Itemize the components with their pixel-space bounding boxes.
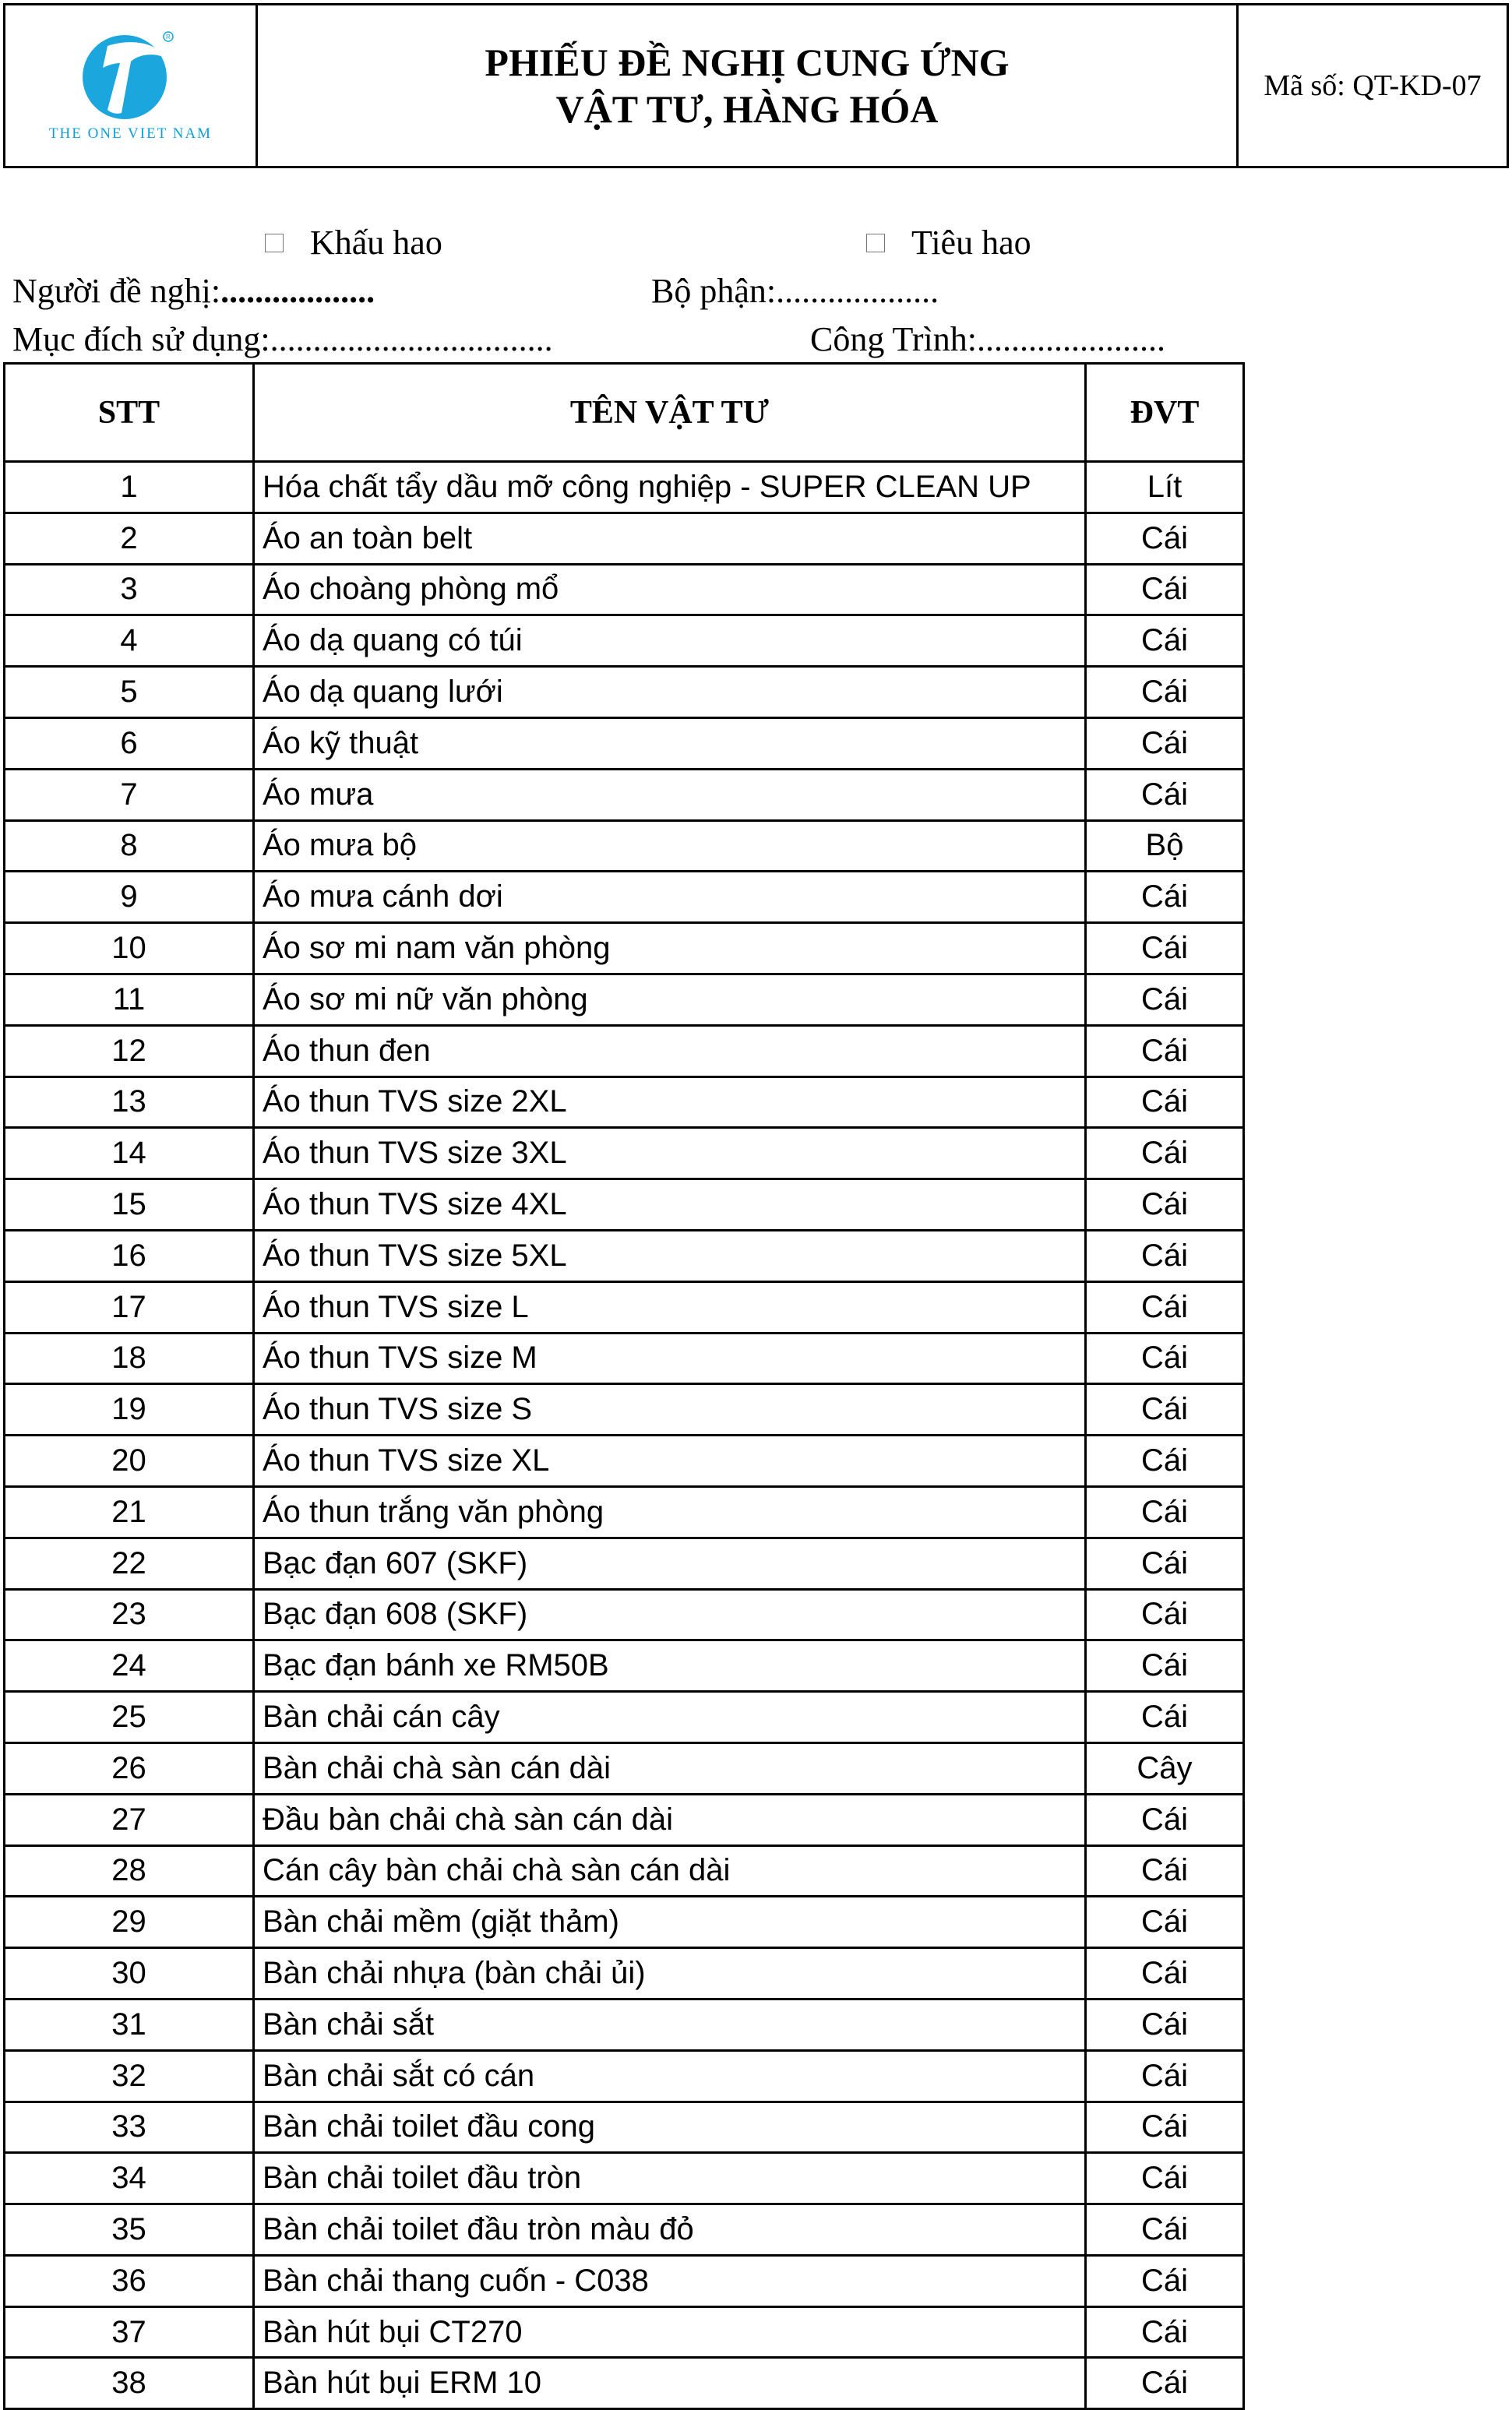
table-row (5, 2358, 1244, 2409)
row-item-name: Bàn chải thang cuốn - C038 (254, 2255, 1086, 2306)
row-unit: Lít (1086, 462, 1244, 513)
table-row (5, 2050, 1244, 2102)
row-stt: 18 (5, 1333, 254, 1384)
table-row (5, 1640, 1244, 1692)
table-row (5, 1999, 1244, 2050)
table-row (5, 1333, 1244, 1384)
row-item-name: Đầu bàn chải chà sàn cán dài (254, 1794, 1086, 1845)
table-row (5, 1025, 1244, 1076)
table-row (5, 615, 1244, 667)
row-item-name: Áo choàng phòng mổ (254, 564, 1086, 615)
requester-field (12, 274, 375, 308)
table-row (5, 1948, 1244, 2000)
requester-value[interactable]: .................. (220, 272, 375, 310)
row-unit: Cái (1086, 2204, 1244, 2256)
row-unit: Cái (1086, 1436, 1244, 1487)
row-stt: 35 (5, 2204, 254, 2256)
row-item-name: Bàn chải cán cây (254, 1692, 1086, 1743)
row-item-name: Áo sơ mi nam văn phòng (254, 923, 1086, 974)
table-row (5, 1436, 1244, 1487)
row-unit: Cái (1086, 1692, 1244, 1743)
row-stt: 5 (5, 667, 254, 718)
table-row (5, 2306, 1244, 2358)
table-row (5, 1076, 1244, 1128)
row-unit: Cái (1086, 1845, 1244, 1897)
option-consumption[interactable] (866, 226, 1031, 260)
row-item-name: Bàn chải sắt có cán (254, 2050, 1086, 2102)
row-item-name: Hóa chất tẩy dầu mỡ công nghiệp - SUPER CLEAN UP (254, 462, 1086, 513)
row-item-name: Bàn chải toilet đầu tròn (254, 2153, 1086, 2204)
row-unit: Cái (1086, 1179, 1244, 1231)
row-item-name: Áo kỹ thuật (254, 717, 1086, 769)
row-item-name: Áo thun trắng văn phòng (254, 1486, 1086, 1538)
row-unit: Cái (1086, 1999, 1244, 2050)
table-row (5, 1486, 1244, 1538)
row-unit: Cái (1086, 2050, 1244, 2102)
table-row (5, 769, 1244, 820)
row-unit: Cái (1086, 1897, 1244, 1948)
table-row (5, 1897, 1244, 1948)
row-stt: 23 (5, 1589, 254, 1640)
row-item-name: Áo thun TVS size 3XL (254, 1128, 1086, 1179)
row-stt: 31 (5, 1999, 254, 2050)
row-unit: Cái (1086, 1076, 1244, 1128)
row-unit: Cái (1086, 872, 1244, 923)
row-stt: 24 (5, 1640, 254, 1692)
row-item-name: Bàn chải chà sàn cán dài (254, 1742, 1086, 1794)
header-unit: ĐVT (1086, 364, 1244, 462)
row-item-name: Bàn chải toilet đầu tròn màu đỏ (254, 2204, 1086, 2256)
row-item-name: Áo thun TVS size 2XL (254, 1076, 1086, 1128)
row-unit: Bộ (1086, 820, 1244, 872)
document-header (3, 3, 1509, 168)
row-item-name: Bàn chải nhựa (bàn chải ủi) (254, 1948, 1086, 2000)
table-row (5, 1589, 1244, 1640)
table-header-row (5, 364, 1244, 462)
row-stt: 2 (5, 513, 254, 564)
document-code: Mã số: QT-KD-07 (1264, 69, 1482, 102)
row-unit: Cái (1086, 1384, 1244, 1436)
row-item-name: Áo thun TVS size 4XL (254, 1179, 1086, 1231)
consumption-label: Tiêu hao (911, 224, 1031, 262)
row-stt: 36 (5, 2255, 254, 2306)
row-unit: Cái (1086, 974, 1244, 1025)
row-stt: 8 (5, 820, 254, 872)
row-unit: Cái (1086, 513, 1244, 564)
row-stt: 21 (5, 1486, 254, 1538)
row-unit: Cái (1086, 1640, 1244, 1692)
table-row (5, 717, 1244, 769)
table-row (5, 1742, 1244, 1794)
row-stt: 25 (5, 1692, 254, 1743)
row-stt: 26 (5, 1742, 254, 1794)
row-item-name: Áo thun đen (254, 1025, 1086, 1076)
row-stt: 28 (5, 1845, 254, 1897)
row-unit: Cái (1086, 1230, 1244, 1281)
table-row (5, 1794, 1244, 1845)
table-row (5, 2204, 1244, 2256)
table-row (5, 1128, 1244, 1179)
row-unit: Cái (1086, 1948, 1244, 2000)
row-stt: 10 (5, 923, 254, 974)
row-unit: Cái (1086, 1538, 1244, 1589)
row-item-name: Bàn hút bụi ERM 10 (254, 2358, 1086, 2409)
table-row (5, 2153, 1244, 2204)
row-stt: 20 (5, 1436, 254, 1487)
row-unit: Cái (1086, 2153, 1244, 2204)
row-stt: 29 (5, 1897, 254, 1948)
row-item-name: Bạc đạn 607 (SKF) (254, 1538, 1086, 1589)
row-unit: Cái (1086, 923, 1244, 974)
row-stt: 22 (5, 1538, 254, 1589)
row-item-name: Áo thun TVS size S (254, 1384, 1086, 1436)
row-stt: 9 (5, 872, 254, 923)
row-unit: Cái (1086, 769, 1244, 820)
row-stt: 34 (5, 2153, 254, 2204)
row-item-name: Áo mưa bộ (254, 820, 1086, 872)
table-row (5, 462, 1244, 513)
title-line-2: VẬT TƯ, HÀNG HÓA (555, 87, 939, 131)
row-unit: Cái (1086, 1486, 1244, 1538)
row-item-name: Áo mưa cánh dơi (254, 872, 1086, 923)
project-field[interactable]: Công Trình:...................... (810, 320, 1165, 358)
row-unit: Cái (1086, 1128, 1244, 1179)
depreciation-label: Khấu hao (310, 224, 442, 262)
table-row (5, 872, 1244, 923)
row-stt: 16 (5, 1230, 254, 1281)
row-stt: 13 (5, 1076, 254, 1128)
table-row (5, 1538, 1244, 1589)
supply-table (3, 362, 1245, 2410)
row-stt: 7 (5, 769, 254, 820)
row-item-name: Áo thun TVS size XL (254, 1436, 1086, 1487)
row-unit: Cái (1086, 2306, 1244, 2358)
table-row (5, 820, 1244, 872)
row-stt: 27 (5, 1794, 254, 1845)
requester-label: Người đề nghị: (12, 272, 221, 310)
table-row (5, 2255, 1244, 2306)
row-unit: Cây (1086, 1742, 1244, 1794)
row-stt: 11 (5, 974, 254, 1025)
header-stt: STT (5, 364, 254, 462)
row-unit: Cái (1086, 564, 1244, 615)
row-item-name: Bàn chải toilet đầu cong (254, 2102, 1086, 2153)
table-row (5, 1230, 1244, 1281)
table-row (5, 2102, 1244, 2153)
row-stt: 12 (5, 1025, 254, 1076)
svg-text:R: R (165, 33, 171, 41)
table-row (5, 1384, 1244, 1436)
row-unit: Cái (1086, 717, 1244, 769)
logo-text: THE ONE VIET NAM (48, 125, 213, 142)
row-stt: 14 (5, 1128, 254, 1179)
row-item-name: Bạc đạn 608 (SKF) (254, 1589, 1086, 1640)
row-stt: 4 (5, 615, 254, 667)
row-item-name: Áo dạ quang lưới (254, 667, 1086, 718)
row-item-name: Bàn chải sắt (254, 1999, 1086, 2050)
row-item-name: Áo thun TVS size 5XL (254, 1230, 1086, 1281)
table-row (5, 564, 1244, 615)
row-item-name: Bàn chải mềm (giặt thảm) (254, 1897, 1086, 1948)
department-field[interactable]: Bộ phận:................... (651, 272, 939, 310)
option-depreciation[interactable] (265, 226, 442, 260)
row-unit: Cái (1086, 2102, 1244, 2153)
row-item-name: Áo thun TVS size L (254, 1281, 1086, 1333)
title-line-1: PHIẾU ĐỀ NGHỊ CUNG ỨNG (485, 41, 1010, 84)
row-item-name: Bạc đạn bánh xe RM50B (254, 1640, 1086, 1692)
company-logo-icon (76, 29, 185, 122)
row-item-name: Bàn hút bụi CT270 (254, 2306, 1086, 2358)
row-item-name: Áo sơ mi nữ văn phòng (254, 974, 1086, 1025)
consumption-checkbox[interactable] (866, 234, 885, 252)
header-item-name: TÊN VẬT TƯ (254, 364, 1086, 462)
row-item-name: Cán cây bàn chải chà sàn cán dài (254, 1845, 1086, 1897)
row-unit: Cái (1086, 1333, 1244, 1384)
row-unit: Cái (1086, 1025, 1244, 1076)
row-stt: 37 (5, 2306, 254, 2358)
row-unit: Cái (1086, 1794, 1244, 1845)
row-item-name: Áo dạ quang có túi (254, 615, 1086, 667)
row-item-name: Áo thun TVS size M (254, 1333, 1086, 1384)
row-stt: 33 (5, 2102, 254, 2153)
document-title (258, 5, 1239, 166)
row-stt: 17 (5, 1281, 254, 1333)
table-row (5, 923, 1244, 974)
purpose-field[interactable]: Mục đích sử dụng:................................. (12, 320, 553, 358)
row-item-name: Áo an toàn belt (254, 513, 1086, 564)
row-stt: 1 (5, 462, 254, 513)
table-row (5, 1179, 1244, 1231)
table-row (5, 1845, 1244, 1897)
row-unit: Cái (1086, 1589, 1244, 1640)
row-stt: 6 (5, 717, 254, 769)
row-unit: Cái (1086, 1281, 1244, 1333)
table-row (5, 974, 1244, 1025)
row-unit: Cái (1086, 2255, 1244, 2306)
row-stt: 32 (5, 2050, 254, 2102)
table-row (5, 1692, 1244, 1743)
row-item-name: Áo mưa (254, 769, 1086, 820)
logo-cell (5, 5, 258, 166)
row-unit: Cái (1086, 2358, 1244, 2409)
row-stt: 15 (5, 1179, 254, 1231)
row-stt: 30 (5, 1948, 254, 2000)
table-body (5, 462, 1244, 2409)
table-row (5, 667, 1244, 718)
row-stt: 19 (5, 1384, 254, 1436)
row-unit: Cái (1086, 615, 1244, 667)
row-stt: 38 (5, 2358, 254, 2409)
table-row (5, 513, 1244, 564)
depreciation-checkbox[interactable] (265, 234, 284, 252)
row-unit: Cái (1086, 667, 1244, 718)
row-stt: 3 (5, 564, 254, 615)
table-row (5, 1281, 1244, 1333)
